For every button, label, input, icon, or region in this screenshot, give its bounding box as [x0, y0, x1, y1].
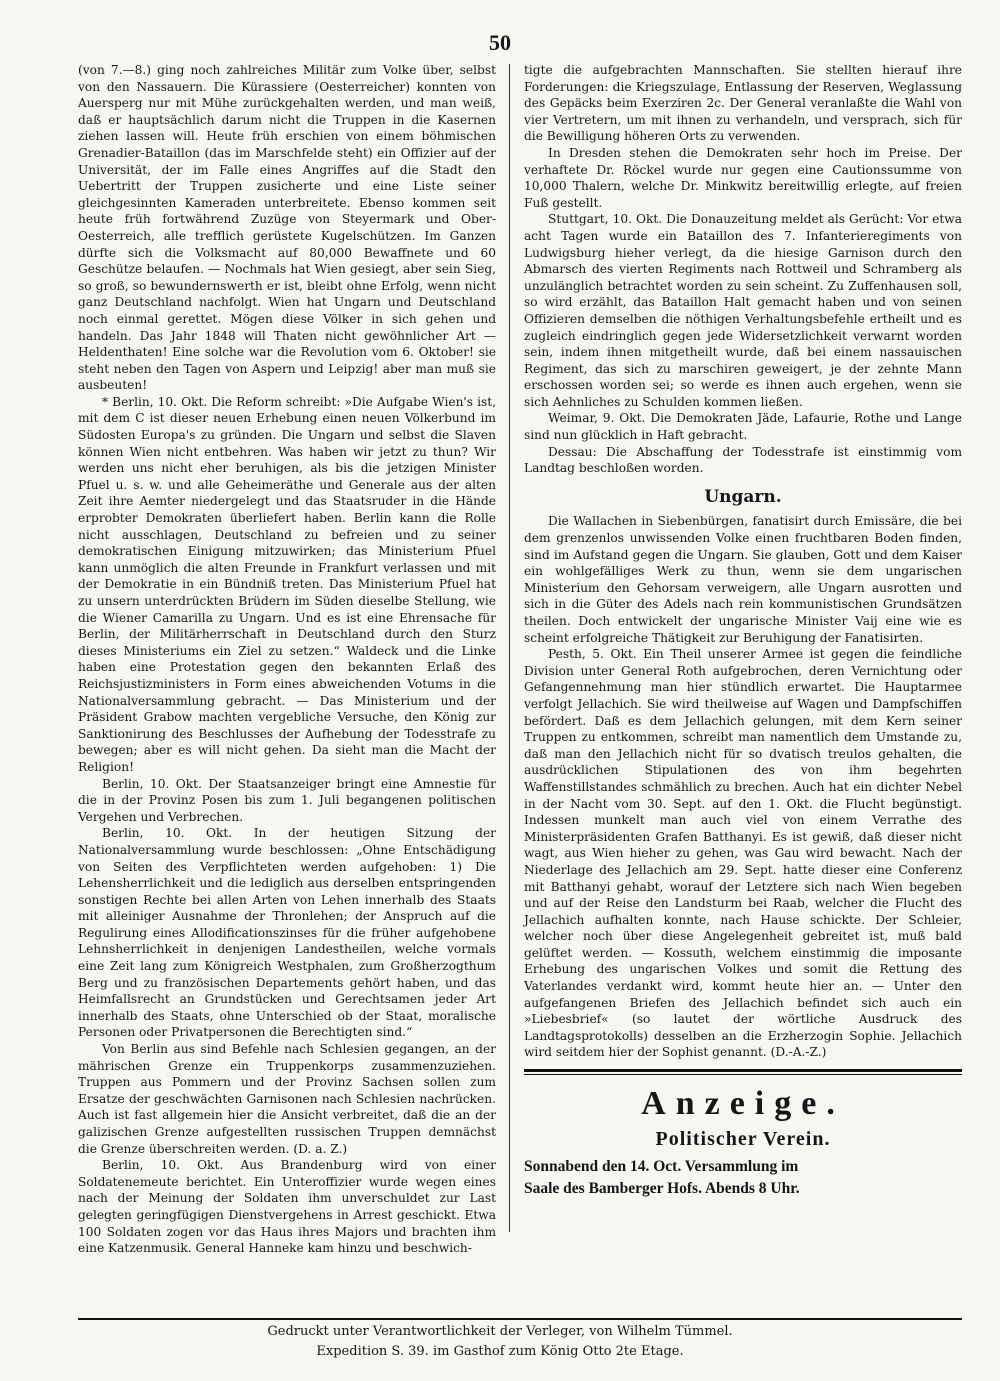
advertisement-line: Saale des Bamberger Hofs. Abends 8 Uhr.: [524, 1179, 800, 1197]
article-paragraph: Dessau: Die Abschaffung der Todesstrafe ist einstimmig vom Landtag beschloßen worden.: [524, 444, 962, 476]
advertisement: [524, 1083, 962, 1200]
expedition-address: Expedition S. 39. im Gasthof zum König Otto 2te Etage.: [316, 1344, 684, 1359]
advertisement-subtitle: Politischer Verein.: [655, 1128, 831, 1151]
article-paragraph: Von Berlin aus sind Befehle nach Schlesien gegangen, an der mährischen Grenze ein Truppenkorps zusammenzuziehen. Truppen aus Pommern und der Provinz Sachsen sollen zum Ersatze der geschwächten Garnisonen nach Schlesien nachrücken. Auch ist fast allgemein hier die Ansicht verbreitet, daß die an der galizischen Grenze aufgestellten russischen Truppen demnächst die Grenze überschreiten werden. (D. a. Z.): [78, 1042, 496, 1156]
article-paragraph: Die Wallachen in Siebenbürgen, fanatisirt durch Emissäre, die bei dem grenzenlos unwissenden Volke einen fruchtbaren Boden finden, sind im Aufstand gegen die Ungarn. Sie glauben, Gott und dem Kaiser ein wohlgefälliges Werk zu thun, wenn sie dem ungarischen Ministerium den Gehorsam verweigern, alle Ungarn ausrotten und sich in die Güter des Adels nach rein kommunistischen Grundsätzen theilen. Doch entwickelt der ungarische Minister Vaij eine wie es scheint erfolgreiche Thätigkeit zur Beruhigung der Fanatisirten.: [524, 514, 962, 645]
article-paragraph: In Dresden stehen die Demokraten sehr hoch im Preise. Der verhaftete Dr. Röckel wurde nur gegen eine Cautionssumme von 10,000 Thalern, welche Dr. Minkwitz bereitwillig erlegte, auf freien Fuß gestellt.: [524, 145, 962, 210]
footer-rule: [78, 1318, 962, 1320]
article-paragraph: Pesth, 5. Okt. Ein Theil unserer Armee ist gegen die feindliche Division unter General Roth aufgebrochen, deren Vernichtung oder Gefangennehmung man hier stündlich erwartet. Die Hauptarmee verfolgt Jellachich. Sie wird theilweise auf Wagen und Dampfschiffen befördert. Daß es dem Jellachich gelungen, mit dem Kern seiner Truppen zu entkommen, schreibt man namentlich dem Umstande zu, daß man den Jellachich nicht für so dvatisch treulos gehalten, die ausdrücklichen Stipulationen des von ihm begehrten Waffenstillstandes schmählich zu brechen. Auch hat ein dichter Nebel in der Nacht vom 30. Sept. auf den 1. Okt. die Flucht begünstigt. Indessen munkelt man auch viel von einem Verrathe des Ministerpräsidenten Grafen Batthanyi. Es ist gewiß, daß dieser nicht wagt, aus Wien hieher zu gehen, was Gau wird bewacht. Nach der Niederlage des Jellachich am 29. Sept. hatte dieser eine Conferenz mit Batthanyi gehabt, worauf der Letztere sich nach Wien begeben und auf der Reise den Landsturm bei Raab, welcher die Flucht des Jellachich aufhalten konnte, nach Hause schickte. Der Schleier, welcher noch über diese Angelegenheit gebreitet ist, muß bald gelüftet werden. — Kossuth, welchem einstimmig die imposante Erhebung des ungarischen Volkes und somit die Rettung des Vaterlandes verdankt wird, kommt heute hier an. — Unter den aufgefangenen Briefen des Jellachich befindet sich auch ein »Liebesbrief« (so lautet der wörtliche Ausdruck des Landtagsprotokolls) desselben an die Erzherzogin Sophie. Jellachich wird seitdem hier der Sophist genannt. (D.-A.-Z.): [524, 647, 962, 1060]
advertisement-rule-thick: [524, 1069, 962, 1072]
advertisement-line: Sonnabend den 14. Oct. Versammlung im: [524, 1157, 799, 1175]
page-number: 50: [489, 30, 511, 55]
article-paragraph: Berlin, 10. Okt. Aus Brandenburg wird von einer Soldatenemeute berichtet. Ein Unteroffizier wurde wegen eines nach der Meinung der Soldaten ihm unverschuldet zur Last gelegten geringfügigen Dienstvergehens in Arrest geschickt. Etwa 100 Soldaten zogen vor das Haus ihres Majors und brachten ihm eine Katzenmusik. General Hanneke kam hinzu und beschwich-: [78, 1158, 496, 1256]
left-column: [78, 62, 496, 1257]
article-paragraph: Berlin, 10. Okt. In der heutigen Sitzung der Nationalversammlung wurde beschlossen: „Ohne Entschädigung von Seiten des Verpflichteten werden aufgehoben: 1) Die Lehensherrlichkeit und die lediglich aus derselben entspringenden sonstigen Rechte bei allen Arten von Lehen innerhalb des Staats mit alleiniger Ausnahme der Thronlehen; der Anspruch auf die Regulirung eines Allodificationszinses für die früher aufgehobene Lehnsherrlichkeit in denjenigen Landestheilen, welche vormals eine Zeit lang zum Königreich Westphalen, zum Großherzogthum Berg und zu französischen Departements gehört haben, und das Heimfallsrecht an Grundstücken und Gerechtsamen jeder Art innerhalb des Staats, ohne Unterschied ob der Staat, moralische Personen oder Privatpersonen die Berechtigten sind.“: [78, 826, 496, 1040]
printer-imprint: Gedruckt unter Verantwortlichkeit der Verleger, von Wilhelm Tümmel.: [267, 1324, 733, 1339]
column-divider: [509, 64, 510, 1232]
section-heading-ungarn: Ungarn.: [704, 486, 782, 507]
advertisement-rule-thin: [524, 1074, 962, 1075]
advertisement-title: Anzeige.: [641, 1085, 845, 1123]
article-paragraph: Weimar, 9. Okt. Die Demokraten Jäde, Lafaurie, Rothe und Lange sind nun glücklich in Haft gebracht.: [524, 411, 962, 443]
article-paragraph: Berlin, 10. Okt. Der Staatsanzeiger bringt eine Amnestie für die in der Provinz Posen bis zum 1. Juli begangenen politischen Vergehen und Verbrechen.: [78, 776, 496, 824]
article-paragraph: (von 7.—8.) ging noch zahlreiches Militär zum Volke über, selbst von den Nassauern. Die Kürassiere (Oesterreicher) konnten von Auersperg nur mit Mühe zurückgehalten werden, und man weiß, daß er hauptsächlich darum nicht die Truppen in die Kasernen ziehen lassen will. Heute früh erschien von einem böhmischen Grenadier-Bataillon (das im Marschfelde steht) ein Offizier auf der Universität, der im Falle eines Angriffes auf die Stadt den Uebertritt der Truppen zusicherte und eine Liste seiner gleichgesinnten Kameraden unterbreitete. Ebenso kommen seit heute früh fortwährend Zuzüge von Steyermark und Ober-Oesterreich, alle trefflich gerüstete Kugelschützen. Im Ganzen dürfte sich die Volksmacht auf 80,000 Bewaffnete und 60 Geschütze belaufen. — Nochmals hat Wien gesiegt, aber sein Sieg, so groß, so bewundernswerth er ist, bleibt ohne Erfolg, wenn nicht ganz Deutschland nachfolgt. Wien hat Ungarn und Deutschland noch einmal gerettet. Mögen diese Völker in sich gehen und handeln. Das Jahr 1848 will Thaten nicht gewöhnlicher Art — Heldenthaten! Eine solche war die Revolution vom 6. Oktober! sie steht neben den Tagen von Aspern und Leipzig! aber man muß sie ausbeuten!: [78, 63, 496, 393]
article-paragraph: tigte die aufgebrachten Mannschaften. Sie stellten hierauf ihre Forderungen: die Kriegszulage, Entlassung der Reserven, Weglassung des Gepäcks beim Exerziren 2c. Der General veranlaßte die Wahl von vier Vertretern, um mit ihnen zu verhandeln, und versprach, sich für die Bewilligung höheren Orts zu verwenden.: [524, 63, 962, 144]
right-column: [524, 62, 962, 1200]
article-paragraph: * Berlin, 10. Okt. Die Reform schreibt: »Die Aufgabe Wien's ist, mit dem C ist dieser neuen Erhebung einen neuen Völkerbund im Südosten Europa's zu gründen. Die Ungarn und selbst die Slaven können Wien nicht entbehren. Was haben wir jetzt zu thun? Wir werden uns nicht eher beruhigen, als bis die jetzigen Minister Pfuel u. s. w. und alle Geheimeräthe und Generale aus der alten Zeit ihre Aemter niedergelegt und das Staatsruder in die Hände erprobter Demokraten überliefert haben. Berlin kann die Rolle nicht ausschlagen, Deutschland zu befreien und zu seiner demokratischen Einigung mitzuwirken; das Ministerium Pfuel kann unmöglich die alten Freunde in Frankfurt verlassen und mit der Demokratie in ein Bündniß treten. Das Ministerium Pfuel hat zu unsern unterdrückten Brüdern im Süden dieselbe Stellung, wie die Wiener Camarilla zu Ungarn. Und es ist eine Ehrensache für Berlin, der Militärherrschaft in Deutschland durch den Sturz dieses Ministeriums ein Ziel zu setzen.“ Waldeck und die Linke haben eine Protestation gegen den bekannten Erlaß des Reichsjustizministers in Form eines abweichenden Votums in die Nationalversammlung gebracht. — Das Ministerium und der Präsident Grabow machten vergebliche Versuche, den König zur Sanktionirung des Beschlusses der Aufhebung der Todesstrafe zu bewegen; aber es will nicht gehen. Da sieht man die Macht der Religion!: [78, 394, 496, 774]
article-paragraph: Stuttgart, 10. Okt. Die Donauzeitung meldet als Gerücht: Vor etwa acht Tagen wurde ein Bataillon des 7. Infanterieregiments von Ludwigsburg hieher verlegt, da die hiesige Garnison durch den Abmarsch des vierten Regiments nach Rottweil und Schramberg als unzulänglich betrachtet worden zu sein scheint. Zu Zuffenhausen soll, so wird erzählt, das Bataillon Halt gemacht haben und von seinen Offizieren demselben die nöthigen Verhaltungsbefehle ertheilt und es zugleich eindringlich gegen jede Widersetzlichkeit verwarnt worden sein, indem ihnen mitgetheilt wurde, daß bei einem nassauischen Regiment, das sich zu marschiren geweigert, je der zehnte Mann erschossen worden sei; so werde es ihnen auch ergehen, wenn sie sich Aehnliches zu Schulden kommen ließen.: [524, 212, 962, 409]
